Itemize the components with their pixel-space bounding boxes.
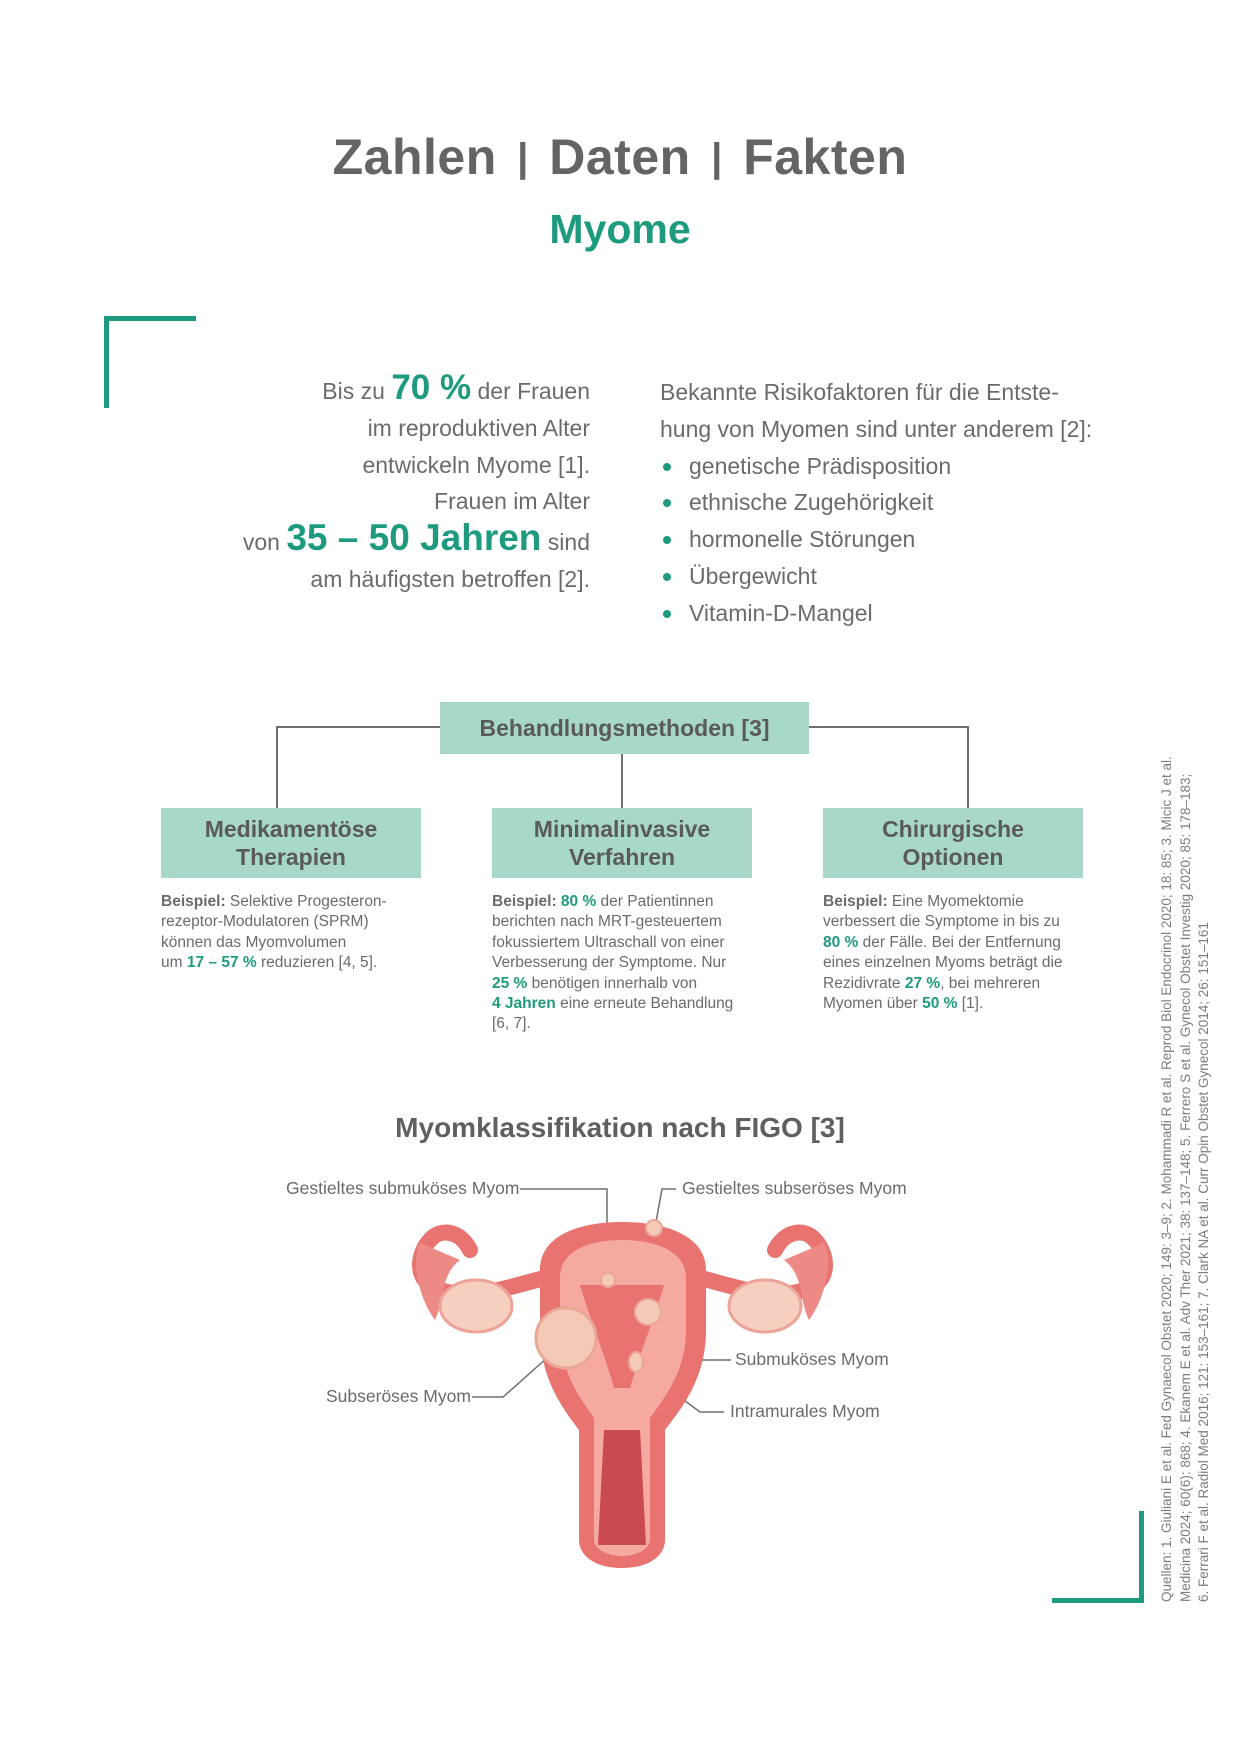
pedunculated-submucosal-myoma <box>601 1273 615 1287</box>
list-item: genetische Prädisposition <box>660 448 1130 485</box>
treatment-box-minimally-invasive: Minimalinvasive Verfahren <box>492 808 752 878</box>
list-item: Übergewicht <box>660 558 1130 595</box>
label-intramural: Intramurales Myom <box>730 1401 880 1421</box>
right-ovary <box>729 1280 801 1332</box>
figo-classification-title: Myomklassifikation nach FIGO [3] <box>395 1112 845 1143</box>
list-item: Vitamin-D-Mangel <box>660 595 1130 632</box>
treatment-box-medication: Medikamentöse Therapien <box>161 808 421 878</box>
submucosal-myoma <box>635 1299 661 1325</box>
stat-line: Bis zu 70 % der Frauen <box>322 368 590 407</box>
title-separator: | <box>711 136 723 180</box>
stat-line: im reproduktiven Alter <box>367 414 590 441</box>
title-part-numbers: Zahlen <box>332 129 497 185</box>
stat-value-70-percent: 70 % <box>391 368 472 407</box>
treatment-methods-header: Behandlungsmethoden [3] <box>440 702 809 754</box>
pedunculated-subserosal-myoma <box>646 1220 662 1236</box>
cervical-canal <box>598 1430 646 1545</box>
title-part-data: Daten <box>549 129 691 185</box>
treatment-note-surgical: Beispiel: Eine Myomektomie verbessert die Symptome in bis zu 80 % der Fälle. Bei der Entfernung eines einzelnen Myoms beträgt die Rezidivrate 27 %, bei mehreren Myomen über 50 % [1]. <box>823 893 1063 1013</box>
treatment-box-surgical: Chirurgische Optionen <box>823 808 1083 878</box>
stat-line: entwickeln Myome [1]. <box>362 451 590 478</box>
risk-intro: hung von Myomen sind unter anderem [2]: <box>660 415 1093 442</box>
title-part-facts: Fakten <box>743 129 908 185</box>
subserosal-myoma <box>536 1308 596 1368</box>
treatment-note-medication: Beispiel: Selektive Progesteron- rezeptor-Modulatoren (SPRM) können das Myomvolumen um 17 – 57 % reduzieren [4, 5]. <box>161 893 387 972</box>
label-submucosal: Submuköses Myom <box>735 1349 889 1369</box>
treatment-note-minimally-invasive: Beispiel: 80 % der Patientinnen berichten nach MRT-gesteuertem fokussiertem Ultraschall von einer Verbesserung der Symptome. Nur 25 % benötigen innerhalb von 4 Jahren eine erneute Behandlung [6, 7]. <box>492 893 734 1033</box>
intramural-myoma <box>629 1352 643 1372</box>
title-separator: | <box>517 136 529 180</box>
page-subtitle: Myome <box>549 206 691 252</box>
label-pedunculated-submucosal: Gestieltes submuköses Myom <box>286 1178 520 1198</box>
sources-references: Quellen: 1. Giuliani E et al. Fed Gynaecol Obstet 2020; 149: 3–9; 2. Mohammadi R et al. Reprod Biol Endocrinol 2020; 18: 85; 3. Micic J et al. Medicina 2024; 60(6): 868; 4. Ekanem E et al. Adv Ther 2021; 38: 137–148; 5. Ferrero S et al. Gynecol Obstet Investig 2020; 85: 178–183; 6. Ferrari F et al. Radiol Med 2016; 121: 153–161; 7. Clark NA et al. Curr Opin Obstet Gynecol 2014; 26: 151–161 <box>1159 756 1211 1602</box>
stat-line: von 35 – 50 Jahren sind <box>242 517 590 559</box>
list-item: ethnische Zugehörigkeit <box>660 484 1130 521</box>
list-item: hormonelle Störungen <box>660 521 1130 558</box>
stat-value-age-range: 35 – 50 Jahren <box>286 517 542 559</box>
label-pedunculated-subserosal: Gestieltes subseröses Myom <box>682 1178 907 1198</box>
leader-line-pedunculated-subserosal <box>656 1189 676 1222</box>
label-subserosal: Subseröses Myom <box>326 1386 471 1406</box>
stat-line: Frauen im Alter <box>434 488 590 515</box>
left-ovary <box>440 1280 512 1332</box>
risk-intro: Bekannte Risikofaktoren für die Entste- <box>660 379 1059 405</box>
stat-line: am häufigsten betroffen [2]. <box>310 565 590 592</box>
